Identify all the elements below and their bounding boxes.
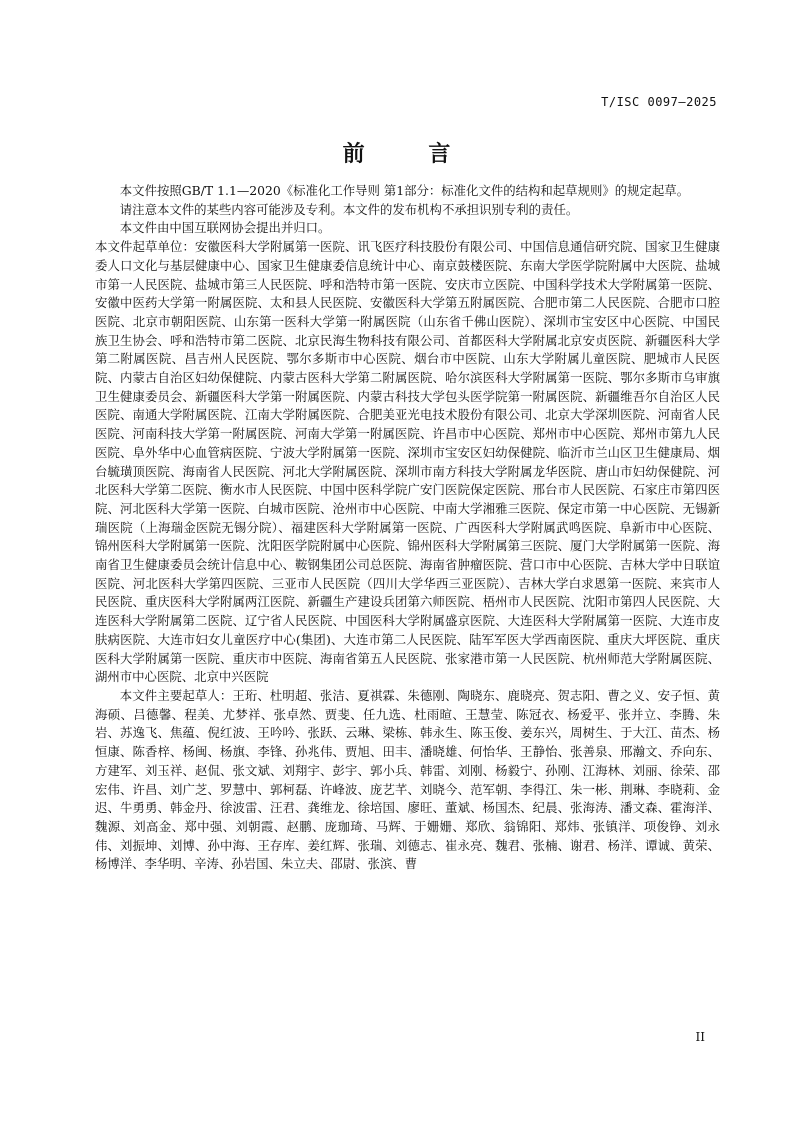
proposer-paragraph: 本文件由中国互联网协会提出并归口。 — [119, 220, 331, 236]
page-title: 前 言 — [342, 141, 479, 167]
document-code: T/ISC 0097—2025 — [601, 95, 717, 109]
drafters-paragraph: 本文件主要起草人：王珩、杜明超、张洁、夏祺霖、朱德刚、陶晓东、鹿晓亮、贺志阳、曹之义、安子恒、黄海硕、吕德馨、程美、尤梦祥、张卓然、贾斐、任九选、杜雨暄、王慧莹、陈冠衣、杨爱平、张并立、李腾、朱岩、苏逸飞、焦蕴、倪红波、王吟吟、张跃、云琳、梁栋、韩永生、陈玉俊、姜东兴，周树生、于大江、苗杰、杨恒康、陈香梓、杨闽、杨旗、李锋、孙兆伟、贾旭、田丰、潘晓雄、何怡华、王静怡、张善泉、邢瀚文、乔向东、方建军、刘玉祥、赵侃、张文斌、刘翔宇、彭宇、郭小兵、韩雷、刘刚、杨毅宁、孙刚、江海林、刘丽、徐荣、邵宏伟、许昌、刘广芝、罗慧中、郭柯磊、许峰波、庞艺芊、刘晓今、范军朝、李得江、朱一彬、荆琳、李晓莉、金迟、牛勇勇、韩金丹、徐波雷、汪君、龚维龙、徐培国、廖旺、董斌、杨国杰、纪晨、张海涛、潘文森、霍海洋、魏源、刘高金、郑中强、刘朝霞、赵鹏、庞珈琦、马辉、于姗姗、郑欣、翁锦阳、郑炜、张镇洋、项俊铮、刘永伟、刘振坤、刘博、孙中海、王存库、姜红辉、张瑞、刘德志、崔永亮、魏君、张楠、谢君、杨洋、谭诚、黄荣、杨博洋、李华明、辛涛、孙岩国、朱立夫、邵尉、张滨、曹 — [95, 687, 720, 872]
foreword-body — [95, 182, 720, 874]
drafting-units-paragraph: 本文件起草单位：安徽医科大学附属第一医院、讯飞医疗科技股份有限公司、中国信息通信研究院、国家卫生健康委人口文化与基层健康中心、国家卫生健康委信息统计中心、南京鼓楼医院、东南大学医学院附属中大医院、盐城市第一人民医院、盐城市第三人民医院、呼和浩特市第一医院、安庆市立医院、中国科学技术大学附属第一医院、安徽中医药大学第一附属医院、太和县人民医院、安徽医科大学第五附属医院、合肥市第二人民医院、合肥市口腔医院、北京市朝阳医院、山东第一医科大学第一附属医院（山东省千佛山医院）、深圳市宝安区中心医院、中国民族卫生协会、呼和浩特市第二医院、北京民海生物科技有限公司、首都医科大学附属北京安贞医院、新疆医科大学第二附属医院、昌吉州人民医院、鄂尔多斯市中心医院、烟台市中医院、山东大学附属儿童医院、肥城市人民医院、内蒙古自治区妇幼保健院、内蒙古医科大学第二附属医院、哈尔滨医科大学附属第一医院、鄂尔多斯市乌审旗卫生健康委员会、新疆医科大学第一附属医院、内蒙古科技大学包头医学院第一附属医院、新疆维吾尔自治区人民医院、南通大学附属医院、江南大学附属医院、合肥美亚光电技术股份有限公司、北京大学深圳医院、河南省人民医院、河南科技大学第一附属医院、河南大学第一附属医院、许昌市中心医院、郑州市中心医院、郑州市第九人民医院、阜外华中心血管病医院、宁波大学附属第一医院、深圳市宝安区妇幼保健院、临沂市兰山区卫生健康局、烟台毓璜顶医院、海南省人民医院、河北大学附属医院、深圳市南方科技大学附属龙华医院、唐山市妇幼保健院、河北医科大学第二医院、衡水市人民医院、中国中医科学院广安门医院保定医院、邢台市人民医院、石家庄市第四医院、河北医科大学第一医院、白城市医院、沧州市中心医院、中南大学湘雅三医院、保定市第一中心医院、无锡新瑞医院（上海瑞金医院无锡分院）、福建医科大学附属第一医院、广西医科大学附属武鸣医院、阜新市中心医院、锦州医科大学附属第一医院、沈阳医学院附属中心医院、锦州医科大学附属第三医院、厦门大学附属第一医院、海南省卫生健康委员会统计信息中心、鞍钢集团公司总医院、海南省肿瘤医院、营口市中心医院、吉林大学中日联谊医院、河北医科大学第四医院、三亚市人民医院（四川大学华西三亚医院）、吉林大学白求恩第一医院、来宾市人民医院、重庆医科大学附属两江医院、新疆生产建设兵团第六师医院、梧州市人民医院、沈阳市第四人民医院、大连医科大学附属第二医院、辽宁省人民医院、中国医科大学附属盛京医院、大连医科大学附属第一医院、大连市皮肤病医院、大连市妇女儿童医疗中心(集团)、大连市第二人民医院、陆军军医大学西南医院、重庆大坪医院、重庆医科大学附属第一医院、重庆市中医院、海南省第五人民医院、张家港市第一人民医院、杭州师范大学附属医院、湖州市中心医院、北京中兴医院 — [95, 239, 720, 685]
drafting-rule-paragraph: 本文件按照GB/T 1.1—2020《标准化工作导则 第1部分：标准化文件的结构和起草规则》的规定起草。 — [119, 183, 690, 198]
page-number: II — [695, 1030, 705, 1044]
patent-notice-paragraph: 请注意本文件的某些内容可能涉及专利。本文件的发布机构不承担识别专利的责任。 — [119, 201, 579, 217]
